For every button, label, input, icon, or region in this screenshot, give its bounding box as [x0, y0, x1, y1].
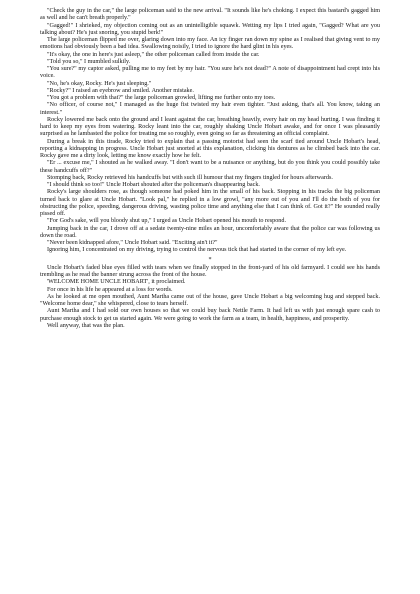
paragraph: The large policeman flipped me over, glaring down into my face. An icy finger ran down my spine as I realised that giving vent to my emotions had obviously been a bad idea. Swallowing noisily, I tried to ignore the hard glint in his eyes. [40, 37, 380, 51]
paragraph: 'WELCOME HOME UNCLE HOBART', it proclaimed. [47, 279, 186, 286]
paragraph: "I should think so too!" Uncle Hobart shouted after the policeman's disappearing back. [47, 182, 260, 188]
paragraph: "No, he's okay, Rocky. He's just sleeping." [47, 80, 152, 87]
paragraph: For once in his life he appeared at a loss for words. [47, 286, 173, 293]
paragraph: Ignoring him, I concentrated on my driving, trying to control the nervous tick that had started in the corner of my left eye. [47, 247, 347, 254]
paragraph: Stomping back, Rocky retrieved his handcuffs but with such ill humour that my fingers tingled for hours afterwards. [47, 174, 333, 181]
paragraph: As he looked at me open mouthed, Aunt Martha came out of the house, gave Uncle Hobart a big welcoming hug and stepped back. "Welcome home dear," she whispered, close to tears herself. [40, 293, 380, 307]
paragraph: "Gagged!" I shrieked, my objection coming out as an unintelligible squawk. Wetting my lips I tried again, "Gagged? What are you talking about? He's just snoring, you stupid berk!" [40, 22, 380, 36]
paragraph: "You got a problem with that?" the large policeman growled, lifting me further onto my toes. [47, 95, 276, 101]
paragraph: "Er ... excuse me," I shouted as he walked away. "I don't want to be a nuisance or anything, but do you think you could possibly take these handcuffs off?" [40, 160, 380, 174]
paragraph: "Told you so," I mumbled sulkily. [47, 58, 131, 65]
paragraph: "It's okay, the one in here's just asleep," the other policeman called from inside the car. [47, 51, 260, 58]
paragraph: Aunt Martha and I had sold our own houses so that we could buy back Nettle Farm. It had left us with just enough spare cash to purchase enough stock to get us started again. We were going to work the farm as a team, in health, happiness, and prosperity. [40, 308, 380, 322]
paragraph: "Check the guy in the car," the large policeman said to the new arrival. "It sounds like he's choking. I expect this bastard's gagged him as well and he can't breath properly." [40, 8, 380, 22]
paragraph: Jumping back in the car, I drove off at a sedate twenty-nine miles an hour, uncomfortably aware that the police car was following us down the road. [40, 225, 380, 239]
paragraph: Well anyway, that was the plan. [47, 322, 125, 329]
paragraph: "Never been kidnapped afore," Uncle Hobart said. "Exciting ain't it?" [47, 240, 218, 246]
paragraph: During a break in this tirade, Rocky tried to explain that a passing motorist had seen the scarf tied around Uncle Hobart's head, reporting a kidnapping in progress. Uncle Hobart just snorted at this explanation, clicking his dentures as he climbed back into the car. Rocky gave me a dirty look, letting me know exactly how he felt. [40, 138, 380, 159]
paragraph: Rocky lowered me back onto the ground and I leant against the car, breathing heavily, every hair on my head hurting. I was finding it hard to keep my eyes from watering. Rocky leant into the car, roughly shaking Uncle Hobart awake, and for once I was pleasantly surprised as he lambasted the police for treating me so roughly, even going so far as threatening an official complaint. [40, 116, 380, 138]
paragraph: Rocky's large shoulders rose, as though someone had poked him in the small of his back. Stopping in his tracks the big policeman turned back to glare at Uncle Hobart. "Look pal," he replied in a low growl, "any more out of you and I'll do the both of you for obstructing the police, speeding, dangerous driving, wasting police time and anything else that I can think of. Got it?" He sounded really pissed off. [40, 189, 380, 217]
paragraph: "You sure?" my captor asked, pulling me to my feet by my hair. "You sure he's not dead?" A note of disappointment had crept into his voice. [40, 66, 380, 80]
paragraph: "No officer, of course not," I managed as the huge fist twisted my hair even tighter. "Just asking, that's all. You know, taking an interest." [40, 102, 380, 116]
section-break: * [208, 256, 212, 263]
paragraph: Uncle Hobart's faded blue eyes filled with tears when we finally stopped in the front-yard of his old farmyard. I could see his hands trembling as he read the banner strung across the front of the house. [40, 264, 380, 278]
paragraph: "Rocky?" I raised an eyebrow and smiled. Another mistake. [47, 87, 194, 94]
paragraph: "For God's sake, will you bloody shut up," I urged as Uncle Hobart opened his mouth to respond. [47, 218, 286, 225]
